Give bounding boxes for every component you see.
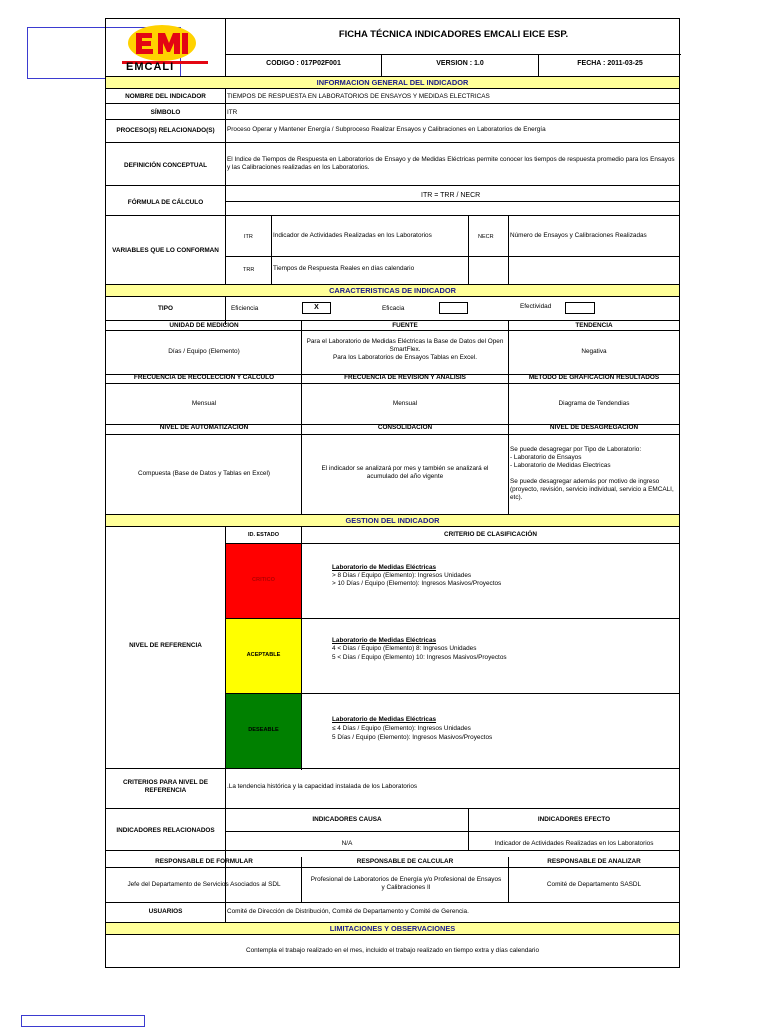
desagregacion-line-4: Se puede desagregar además por motivo de ingreso (proyecto, revisión, servicio individual, servicio a EMCALI, etc). (510, 478, 674, 501)
deseable-line-2: 5 Días / Equipo (Elemento): Ingresos Masivos/Proyectos (332, 734, 493, 741)
frecuencia-recoleccion-value: Mensual (191, 400, 217, 407)
metodo-graficacion-value: Diagrama de Tendendias (558, 400, 630, 407)
criterios-label: CRITERIOS PARA NIVEL DE REFERENCIA (122, 779, 209, 794)
var-trr-desc: Tiempos de Respuesta Reales en días calendario (273, 265, 415, 272)
status-deseable (226, 694, 301, 768)
codigo: CODIGO : 017P02F001 (266, 60, 341, 67)
definicion-value: El Indice de Tiempos de Respuesta en Laboratorios de Ensayo y de Medidas Eléctricas permite conocer los tiempos de respuesta promedio para los Ensayos y las Calibraciones realizadas en los Laboratorios. (227, 156, 675, 171)
nivel-referencia-label: NIVEL DE REFERENCIA (129, 642, 202, 649)
logo-text: EMCALI (126, 61, 175, 73)
fuente-value-1: Para el Laboratorio de Medidas Eléctricas la Base de Datos del Open SmartFlex. (306, 338, 504, 353)
usuarios-value: Comité de Dirección de Distribución, Comité de Departamento y Comité de Gerencia. (227, 908, 469, 915)
tendencia-value: Negativa (581, 348, 607, 355)
critico-line-2: > 10 Días / Equipo (Elemento): Ingresos Masivos/Proyectos (332, 580, 502, 587)
causa-value: N/A (341, 840, 353, 847)
limitaciones-value: Contempla el trabajo realizado en el mes, incluido el trabajo realizado en tiempo extra y días calendario (245, 947, 540, 954)
var-itr-code: ITR (244, 234, 253, 240)
frecuencia-revision-value: Mensual (392, 400, 418, 407)
eficacia-checkbox[interactable] (439, 302, 468, 314)
eficacia-label: Eficacia (382, 305, 405, 312)
status-aceptable (226, 619, 301, 693)
efectividad-checkbox[interactable] (565, 302, 595, 314)
tipo-label: TIPO (158, 305, 173, 312)
formula-value: ITR = TRR / NECR (421, 192, 481, 199)
aceptable-line-1: 4 < Días / Equipo (Elemento) 8: Ingresos Unidades (332, 645, 477, 652)
efectividad-label: Efectividad (520, 303, 552, 310)
critico-line-1: > 8 Días / Equipo (Elemento): Ingresos Unidades (332, 572, 472, 579)
emcali-logo (114, 21, 222, 73)
formula-label: FÓRMULA DE CÁLCULO (127, 199, 204, 206)
analizar-value: Comité de Departamento SASDL (546, 881, 642, 888)
analizar-header: RESPONSABLE DE ANALIZAR (547, 858, 641, 865)
section-limitaciones: LIMITACIONES Y OBSERVACIONES (106, 922, 679, 935)
automatizacion-header: NIVEL DE AUTOMATIZACION (159, 424, 249, 431)
efecto-header: INDICADORES EFECTO (537, 816, 611, 823)
desagregacion-line-2: - Laboratorio de Ensayos (510, 454, 582, 461)
var-necr-code: NECR (478, 234, 494, 240)
unidad-header: UNIDAD DE MEDICION (169, 322, 239, 329)
critico-lab-title: Laboratorio de Medidas Eléctricas (332, 564, 437, 571)
relacionados-label: INDICADORES RELACIONADOS (116, 827, 215, 834)
section-gestion: GESTION DEL INDICADOR (106, 514, 679, 527)
status-critico (226, 544, 301, 618)
section-caracteristicas: CARACTERISTICAS DE INDICADOR (106, 284, 679, 297)
calcular-value: Profesional de Laboratorios de Energía y/o Profesional de Ensayos y Calibraciones II (310, 876, 502, 891)
simbolo-value: ITR (227, 109, 238, 116)
var-itr-desc: Indicador de Actividades Realizadas en los Laboratorios (273, 232, 432, 239)
eficiencia-checkbox[interactable]: X (302, 302, 331, 314)
variables-label: VARIABLES QUE LO CONFORMAN (112, 247, 219, 254)
desagregacion-line-3: - Laboratorio de Medidas Electricas (510, 462, 611, 469)
nombre-value: TIEMPOS DE RESPUESTA EN LABORATORIOS DE ENSAYOS Y MEDIDAS ELECTRICAS (227, 93, 490, 100)
proceso-label: PROCESO(S) RELACIONADO(S) (116, 127, 215, 134)
efecto-value: Indicador de Actividades Realizadas en los Laboratorios (494, 840, 654, 847)
aceptable-line-2: 5 < Días / Equipo (Elemento) 10: Ingresos Masivos/Proyectos (332, 654, 507, 661)
calcular-header: RESPONSABLE DE CALCULAR (356, 858, 454, 865)
estado-header: ID. ESTADO (247, 532, 280, 538)
consolidacion-header: CONSOLIDACION (377, 424, 433, 431)
fuente-header: FUENTE (392, 322, 418, 329)
consolidacion-value: El indicador se analizará por mes y también se analizará el acumulado del año vigente (321, 465, 489, 480)
ficha-tecnica-sheet (105, 18, 680, 968)
criterio-header: CRITERIO DE CLASIFICACIÓN (443, 531, 538, 538)
nombre-label: NOMBRE DEL INDICADOR (125, 93, 206, 100)
automatizacion-value: Compuesta (Base de Datos y Tablas en Excel) (137, 470, 271, 477)
criterios-value: .La tendencia histórica y la capacidad instalada de los Laboratorios (227, 783, 418, 790)
frecuencia-revision-header: FRECUENCIA DE REVISION Y ANALISIS (344, 374, 466, 381)
section-informacion-general: INFORMACION GENERAL DEL INDICADOR (106, 76, 679, 89)
fuente-value-2: Para los Laboratorios de Ensayos Tablas en Excel. (332, 354, 478, 361)
simbolo-label: SÍMBOLO (150, 109, 181, 116)
var-necr-desc: Número de Ensayos y Calibraciones Realizadas (510, 232, 647, 239)
aceptable-label: ACEPTABLE (246, 652, 281, 658)
usuarios-label: USUARIOS (148, 908, 183, 915)
eficiencia-label: Eficiencia (231, 305, 259, 312)
critico-label: CRITICO (252, 577, 275, 583)
aceptable-lab-title: Laboratorio de Medidas Eléctricas (332, 637, 437, 644)
deseable-line-1: ≤ 4 Días / Equipo (Elemento): Ingresos Unidades (332, 725, 471, 732)
selection-rectangle-bottom (21, 1015, 145, 1027)
causa-header: INDICADORES CAUSA (312, 816, 382, 823)
desagregacion-line-1: Se puede desagregar por Tipo de Laboratorio: (510, 446, 642, 453)
unidad-value: Días / Equipo (Elemento) (168, 348, 240, 355)
deseable-label: DESEABLE (248, 727, 279, 733)
fecha: FECHA : 2011-03-25 (577, 60, 643, 67)
tendencia-header: TENDENCIA (575, 322, 613, 329)
desagregacion-header: NIVEL DE DESAGREGACION (549, 424, 639, 431)
deseable-lab-title: Laboratorio de Medidas Eléctricas (332, 716, 437, 723)
metodo-graficacion-header: METODO DE GRAFICACION RESULTADOS (528, 374, 660, 381)
proceso-value: Proceso Operar y Mantener Energía / Subproceso Realizar Ensayos y Calibraciones en Laboratorios de Energía (227, 126, 546, 133)
formular-header: RESPONSABLE DE FORMULAR (155, 858, 253, 865)
var-trr-code: TRR (243, 267, 255, 273)
version: VERSION : 1.0 (436, 60, 484, 67)
formular-value: Jefe del Departamento de Servicios Asociados al SDL (127, 881, 281, 888)
frecuencia-recoleccion-header: FRECUENCIA DE RECOLECCION Y CALCULO (133, 374, 275, 381)
document-title: FICHA TÉCNICA INDICADORES EMCALI EICE ESP. (338, 29, 569, 40)
definicion-label: DEFINICIÓN CONCEPTUAL (123, 162, 208, 169)
